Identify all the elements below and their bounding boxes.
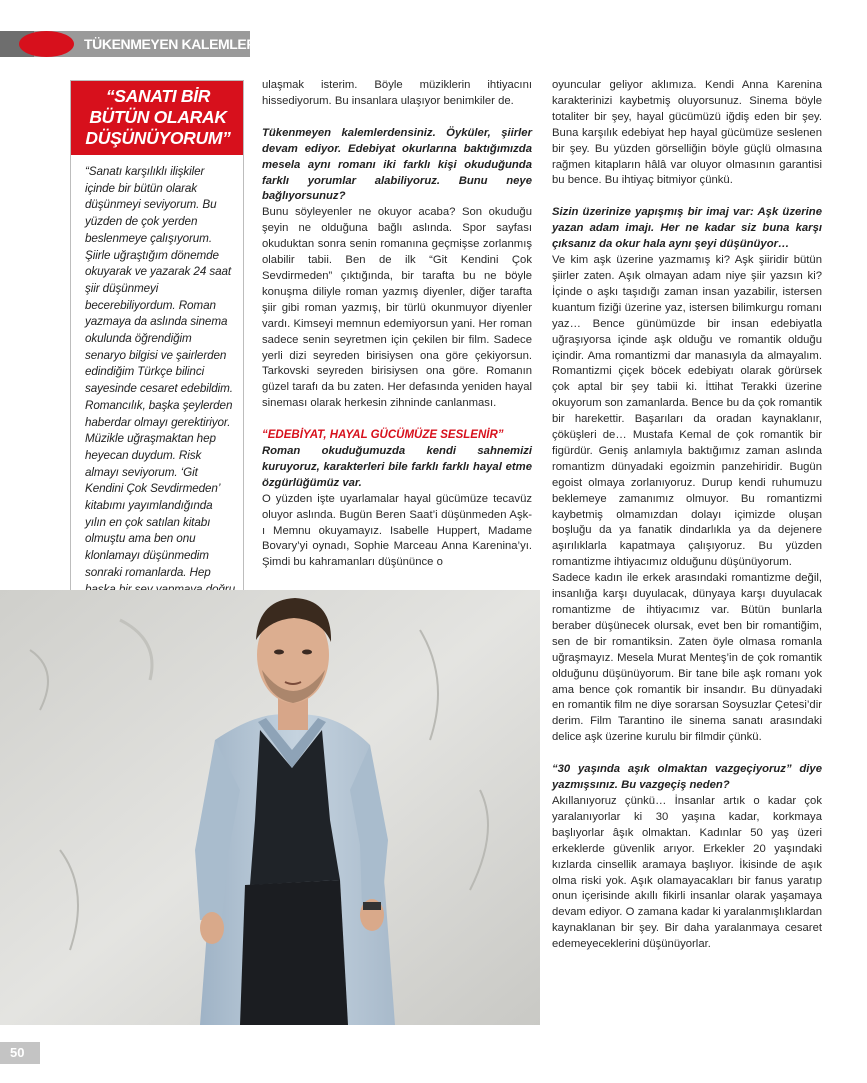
author-photo [0, 590, 540, 1025]
pull-quote-header [71, 81, 243, 155]
body-paragraph: ulaşmak isterim. Böyle müziklerin ihtiyacını hissediyorum. Bu insanlara ulaşıyor benimkiler de. [262, 79, 532, 107]
pull-quote-title: “SANATI BİR BÜTÜN OLARAK DÜŞÜNÜYORUM” [85, 86, 231, 148]
body-paragraph: Sadece kadın ile erkek arasındaki romantizme değil, insanlığa karşı duyulacak, dünyaya karşı duyulacak romantizme de ihtiyacımız var. Bütün bunlarla beraber düşünecek olursak, evet ben bir romantiğim, sen de bir romantiksin. Zaten öyle olmasa romanla uğraşmayız. Mesela Murat Menteş’in de çok romantik olduğunu düşünüyorum. Bir tane bile aşk romanı yok ama bence çok romantik bir insandır. Bu dünyadaki en romantik film ne diye sorarsan Soysuzlar Çetesi’dir derim. Film Tarantino ile sinema sanatı arasındaki delice aşk üzerine kurulu bir filmdir çünkü. [552, 572, 822, 744]
body-paragraph: Akıllanıyoruz çünkü… İnsanlar artık o kadar çok yaralanıyorlar ki 30 yaşına kadar, korkmaya başlıyorlar âşık olmaktan. Kadınlar 50 yaş üzeri erkeklerde güvenlik arıyor. Erkekler 20 yaşındaki kızlarda cinsellik aramaya başlıyor. İkisinde de aşık olma riski yok. Aşık olamayacakları bir fanus yaratıp onun içerisinde akıllı fikirli insanlar olarak yaşamaya devam ediyor. O zamana kadar ki yaralanmışlıklardan kaynaklanan bir şey. Bir daha yaralanmaya cesaret edemeyeceklerini düşünüyorlar. [552, 794, 822, 951]
body-paragraph: Bunu söyleyenler ne okuyor acaba? Son okuduğu şeyin ne olduğuna bağlı aslında. Spor sayfası okuduktan sonra senin romanına geçmişse zorlanmış olabilir tabii. Ben de ilk “Git Kendini Çok Sevdirmeden” çıktığında, bir tarafta bu ne böyle konuşma diliyle roman yazmış diyenler, diğer tarafta şiir gibi roman yazmış, bir türlü okunmuyor diyenler vardı. Kimseyi memnun edemiyorsun yani. Her roman sadece senin seyretmen için çekilen bir film. Sadece yerli dizi seyreden birisiysen ona göre çekiyorsun. Tarkovski seyreden birisiysen ona göre. Romanın güzel tarafı da bu zaten. Her defasında yeniden hayal sineması olarak herkesin zihninde canlanması. [262, 206, 532, 410]
article-column-right [552, 78, 822, 953]
subheading: “EDEBİYAT, HAYAL GÜCÜMÜZE SESLENİR” [262, 429, 504, 442]
page-number: 50 [10, 1045, 25, 1060]
interview-question: Roman okuduğumuzda kendi sahnemizi kuruyoruz, karakterleri bile farklı farklı hayal etme özgürlüğümüz var. [262, 445, 532, 489]
body-paragraph: O yüzden işte uyarlamalar hayal gücümüze tecavüz oluyor aslında. Bugün Beren Saat’i düşünmeden Aşk-ı Memnu okuyamayız. Isabelle Huppert, Madame Bovary’yi oynadı, Sophie Marceau Anna Karenina’yı. Şimdi bu kahramanları düşününce o [262, 492, 532, 569]
section-header-red-oval [19, 31, 74, 57]
interview-question: Sizin üzerinize yapışmış bir imaj var: Aşk üzerine yazan adam imajı. Her ne kadar siz buna karşı çıksanız da okur hala aynı şeyi düşünüyor… [552, 206, 822, 251]
interview-question: “30 yaşında aşık olmaktan vazgeçiyoruz” diye yazmışsınız. Bu vazgeçiş neden? [552, 763, 822, 792]
section-title: TÜKENMEYEN KALEMLER [84, 36, 257, 52]
interview-question: Tükenmeyen kalemlerdensiniz. Öyküler, şiirler devam ediyor. Edebiyat okurlarına baktığımızda mesela aynı romanı iki farklı kişi okuduğunda farklı yorumlar alabiliyoruz. Bunu neye bağlıyorsunuz? [262, 126, 532, 203]
article-column-middle [262, 78, 532, 571]
body-paragraph: oyuncular geliyor aklımıza. Kendi Anna Karenina karakterinizi kaybetmiş oluyorsunuz. Sinema böyle totaliter bir şey, hayal gücümüzü iğdiş eden bir şey. Buna karşılık edebiyat hep hayal gücümüze seslenen bir şey. Bu yüzden görselliğin böyle güçlü olmasına rağmen kitapların hâlâ var oluyor olmasının garantisi bu bence. Bu ihtiyaç bitmiyor çünkü. [552, 79, 822, 187]
pull-quote-body: “Sanatı karşılıklı ilişkiler içinde bir bütün olarak düşünmeyi seviyorum. Bu yüzden de çok yerden beslenmeye çalışıyorum. Şiirle uğraştığım dönemde okuyarak ve yazarak 24 saat şiir düşünmeyi becerebiliyordum. Roman yazmaya da aslında sinema okulunda öğrendiğim senaryo bilgisi ve şairlerden edindiğim Türkçe bilinci sayesinde cesaret edebildim. Romancılık, başka şeylerden haberdar olmayı gerektiriyor. Müzikle uğraşmaktan hep heyecan duydum. Risk almayı seviyorum. ‘Git Kendini Çok Sevdirmeden’ kitabımı yayımlandığında yılın en çok satılan kitabı olmuştu ama ben onu klonlamayı düşünmedim sonraki romanlarda. Hep [85, 165, 233, 579]
body-paragraph: Ve kim aşk üzerine yazmamış ki? Aşk şiiridir bütün şiirler zaten. Aşık olmayan adam niye şiir yazsın ki? İçinde o aşkı taşıdığı zaman insan yazabilir, istersen kuantum fiziği üzerine yaz, istersen bilimkurgu romanı yaz… Bence günümüzde bir insan edebiyatla uğraşıyorsa içinde aşk olduğu ve romantik olduğu içindir. Ama romantizmi dar manasıyla da almayalım. Romantizmi çiçek böcek edebiyatı olarak görürsek çok aptal bir şey tabii ki. İttihat Terakki üzerine okuyorum son zamanlarda. Bence bu da çok romantik bir harekettir. Başarıları da oradan kaynaklanır, çöküşleri de… Mustafa Kemal de çok romantik bir figürdür. Geniş anlamıyla baktığımız zaman aslında romantizm dünyadaki egoizmin panzehiridir. Bugün egoist olmaya zorlanıyoruz. Durup kendi ruhumuzu beklemeye zamanımız olmuyor. Bu romantizmi kaybetmiş olmamızdan dolayı içimizde oluşan boşluğu da ya fanatik dindarlıkla ya da dejenere aşırılıklarla kapatmaya çalışıyoruz. Bu yüzden romantizme ihtiyacımız olduğunu düşünüyorum. [552, 254, 823, 569]
author-photo-illustration [0, 590, 540, 1025]
